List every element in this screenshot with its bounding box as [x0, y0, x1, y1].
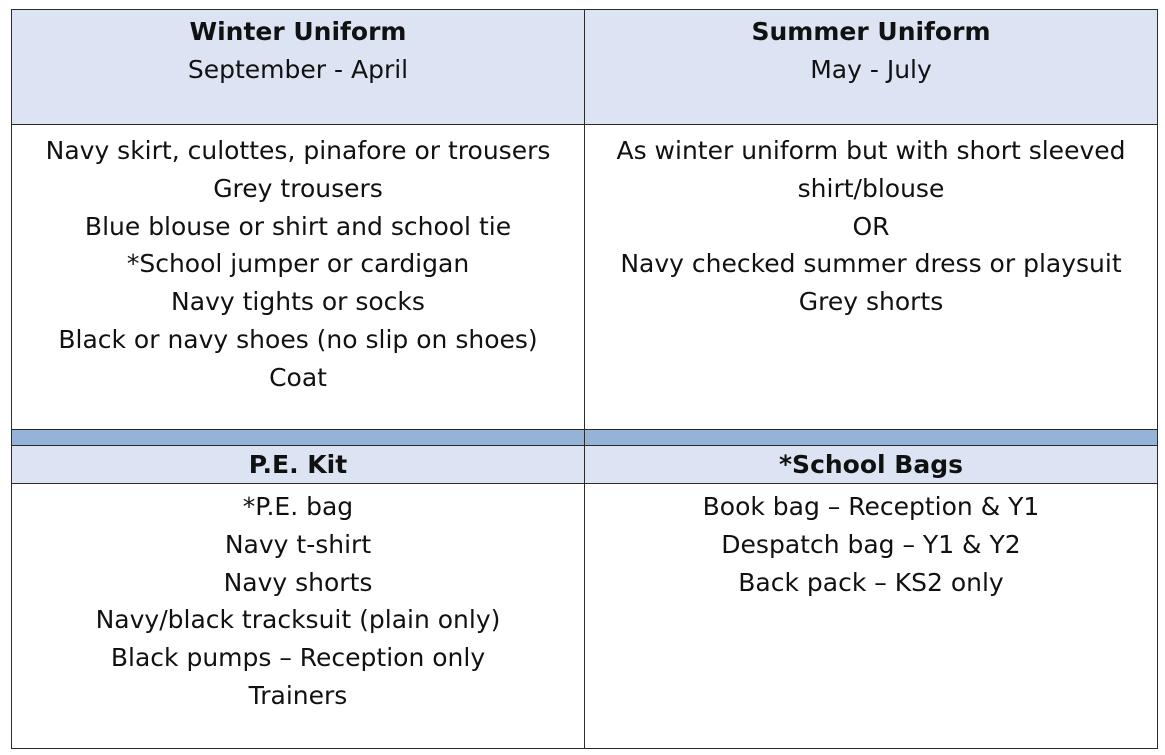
summer-items-cell — [585, 125, 1158, 430]
school-bags-item: Despatch bag – Y1 & Y2 — [721, 529, 1021, 559]
pe-kit-item: Trainers — [248, 680, 348, 710]
pe-kit-title: P.E. Kit — [248, 449, 348, 479]
pe-kit-items-cell — [12, 484, 585, 749]
winter-item: Navy tights or socks — [171, 287, 425, 317]
winter-item: Navy skirt, culottes, pinafore or trousers — [45, 136, 551, 165]
school-bags-item: Book bag – Reception & Y1 — [702, 492, 1040, 521]
divider-row — [12, 430, 1158, 446]
summer-item: OR — [852, 211, 890, 241]
winter-title: Winter Uniform — [189, 17, 407, 46]
winter-item: *School jumper or cardigan — [126, 249, 470, 279]
pe-kit-item: Navy shorts — [223, 567, 373, 597]
season-items-row — [12, 125, 1158, 430]
divider-cell-right — [585, 430, 1158, 446]
pe-kit-item: Black pumps – Reception only — [110, 643, 486, 673]
winter-period: September - April — [187, 55, 409, 84]
winter-item: Coat — [269, 362, 327, 392]
pe-kit-item: *P.E. bag — [242, 492, 354, 521]
uniform-table — [11, 9, 1158, 749]
pe-kit-header-cell — [12, 446, 585, 484]
school-bags-item: Back pack – KS2 only — [738, 567, 1004, 597]
summer-period: May - July — [810, 55, 932, 84]
divider-cell-left — [12, 430, 585, 446]
season-header-row — [12, 10, 1158, 125]
winter-item: Black or navy shoes (no slip on shoes) — [58, 324, 538, 354]
winter-header-cell — [12, 10, 585, 125]
school-bags-header-cell — [585, 446, 1158, 484]
summer-item: Navy checked summer dress or playsuit — [620, 249, 1122, 279]
section-header-row — [12, 446, 1158, 484]
winter-item: Grey trousers — [213, 173, 383, 203]
pe-kit-item: Navy/black tracksuit (plain only) — [95, 605, 501, 635]
winter-item: Blue blouse or shirt and school tie — [84, 211, 512, 241]
summer-title: Summer Uniform — [751, 17, 991, 46]
school-bags-title: *School Bags — [778, 449, 964, 479]
pe-kit-item: Navy t-shirt — [224, 529, 372, 559]
summer-item: Grey shorts — [798, 287, 944, 317]
summer-item: As winter uniform but with short sleeved shirt/blouse — [616, 136, 1126, 203]
summer-header-cell — [585, 10, 1158, 125]
school-bags-items-cell — [585, 484, 1158, 749]
section-items-row — [12, 484, 1158, 749]
winter-items-cell — [12, 125, 585, 430]
